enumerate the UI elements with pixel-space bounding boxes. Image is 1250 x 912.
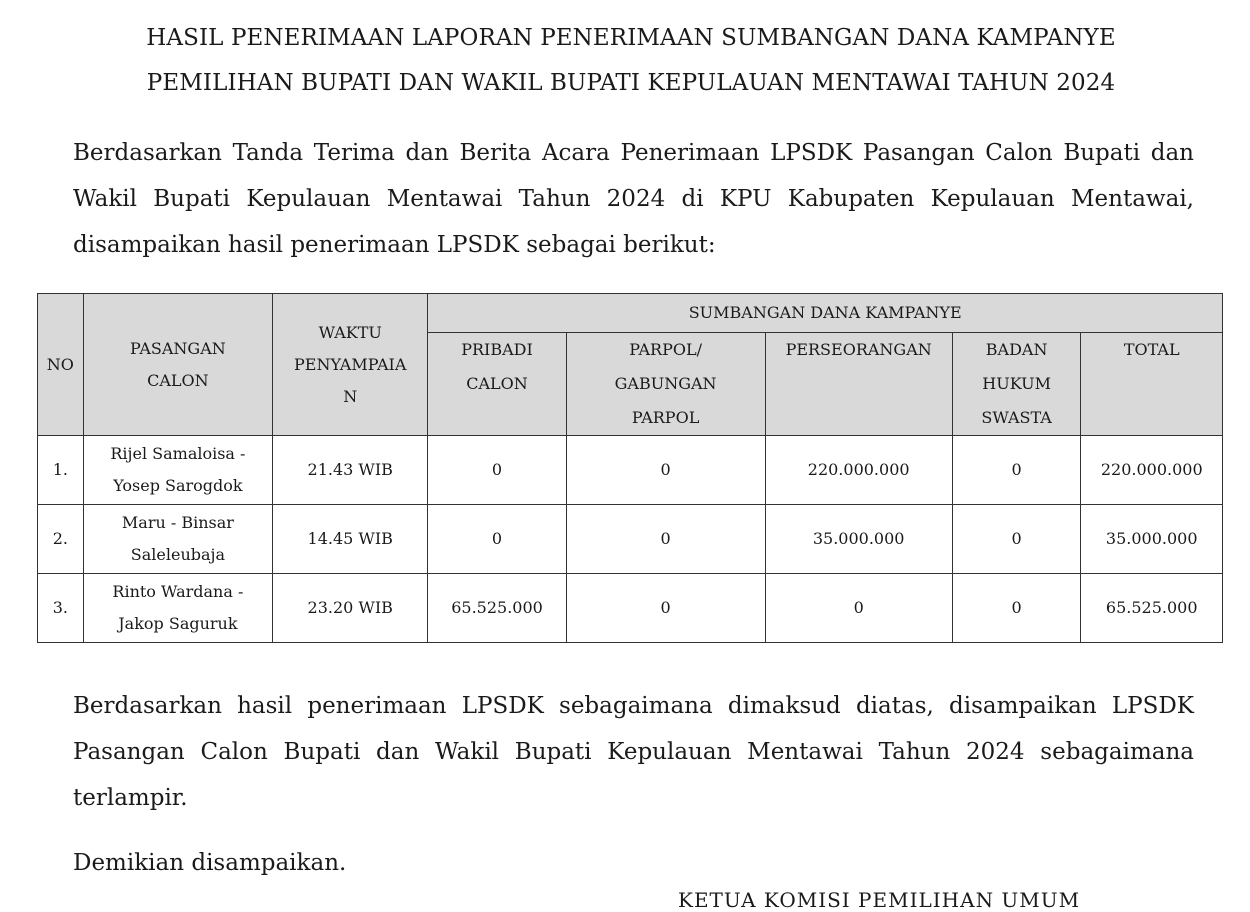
row-badan: 0 <box>952 574 1081 643</box>
header-pasangan-calon <box>83 294 272 436</box>
row-pribadi: 65.525.000 <box>428 574 566 643</box>
header-parpol-line2: GABUNGAN <box>614 374 717 393</box>
row-perseorangan: 35.000.000 <box>765 505 952 574</box>
row-total: 35.000.000 <box>1081 505 1223 574</box>
signature-title-partial: KETUA KOMISI PEMILIHAN UMUM <box>678 888 1081 912</box>
row-waktu: 21.43 WIB <box>273 436 428 505</box>
row-pasangan-line2: Yosep Sarogdok <box>113 476 243 495</box>
closing-paragraph: Berdasarkan hasil penerimaan LPSDK sebagaimana dimaksud diatas, disampaikan LPSDK Pasangan Calon Bupati dan Wakil Bupati Kepulauan Mentawai Tahun 2024 sebagaimana terlampir. <box>73 693 1194 811</box>
header-pribadi-line2: CALON <box>466 374 528 393</box>
row-parpol: 0 <box>566 436 765 505</box>
row-pribadi: 0 <box>428 505 566 574</box>
row-total: 65.525.000 <box>1081 574 1223 643</box>
header-badan-hukum <box>952 333 1081 436</box>
lpsdk-table <box>37 293 1223 643</box>
row-pasangan <box>83 505 272 574</box>
header-pribadi-line1: PRIBADI <box>461 340 533 359</box>
intro-paragraph: Berdasarkan Tanda Terima dan Berita Acara Penerimaan LPSDK Pasangan Calon Bupati dan Wakil Bupati Kepulauan Mentawai Tahun 2024 di KPU Kabupaten Kepulauan Mentawai, disampaikan hasil penerimaan LPSDK sebagai berikut: <box>73 140 1194 258</box>
header-badan-line3: SWASTA <box>981 408 1052 427</box>
row-waktu: 23.20 WIB <box>273 574 428 643</box>
row-pasangan-line2: Saleleubaja <box>130 545 226 564</box>
row-pasangan <box>83 436 272 505</box>
header-waktu <box>273 294 428 436</box>
row-pasangan-line1: Rinto Wardana - <box>112 582 244 601</box>
document-title-line-2: PEMILIHAN BUPATI DAN WAKIL BUPATI KEPULAUAN MENTAWAI TAHUN 2024 <box>146 70 1116 96</box>
row-pasangan-line2: Jakop Saguruk <box>118 614 238 633</box>
header-parpol-line1: PARPOL/ <box>629 340 702 359</box>
header-waktu-line3: N <box>343 386 358 406</box>
row-no: 1. <box>38 436 84 505</box>
row-no: 2. <box>38 505 84 574</box>
header-no: NO <box>38 294 84 436</box>
header-pasangan-calon-text: PASANGAN CALON <box>130 338 226 390</box>
table-row <box>38 505 1223 574</box>
row-total: 220.000.000 <box>1081 436 1223 505</box>
row-pribadi: 0 <box>428 436 566 505</box>
header-parpol-line3: PARPOL <box>631 408 700 427</box>
header-parpol <box>566 333 765 436</box>
header-sumbangan-group: SUMBANGAN DANA KAMPANYE <box>428 294 1223 333</box>
header-badan-line2: HUKUM <box>982 374 1051 393</box>
row-pasangan-line1: Maru - Binsar <box>121 513 234 532</box>
row-no: 3. <box>38 574 84 643</box>
header-waktu-line1: WAKTU <box>318 322 382 342</box>
table-row <box>38 574 1223 643</box>
row-perseorangan: 0 <box>765 574 952 643</box>
row-waktu: 14.45 WIB <box>273 505 428 574</box>
document-title-line-1: HASIL PENERIMAAN LAPORAN PENERIMAAN SUMBANGAN DANA KAMPANYE <box>146 25 1116 51</box>
row-perseorangan: 220.000.000 <box>765 436 952 505</box>
header-badan-line1: BADAN <box>985 340 1048 359</box>
header-total: TOTAL <box>1081 333 1223 436</box>
row-badan: 0 <box>952 505 1081 574</box>
header-perseorangan: PERSEORANGAN <box>765 333 952 436</box>
header-pribadi <box>428 333 566 436</box>
table-row <box>38 436 1223 505</box>
row-parpol: 0 <box>566 505 765 574</box>
closing-statement: Demikian disampaikan. <box>73 850 347 876</box>
header-waktu-line2: PENYAMPAIA <box>294 354 407 374</box>
row-parpol: 0 <box>566 574 765 643</box>
row-pasangan-line1: Rijel Samaloisa - <box>110 444 246 463</box>
row-badan: 0 <box>952 436 1081 505</box>
row-pasangan <box>83 574 272 643</box>
